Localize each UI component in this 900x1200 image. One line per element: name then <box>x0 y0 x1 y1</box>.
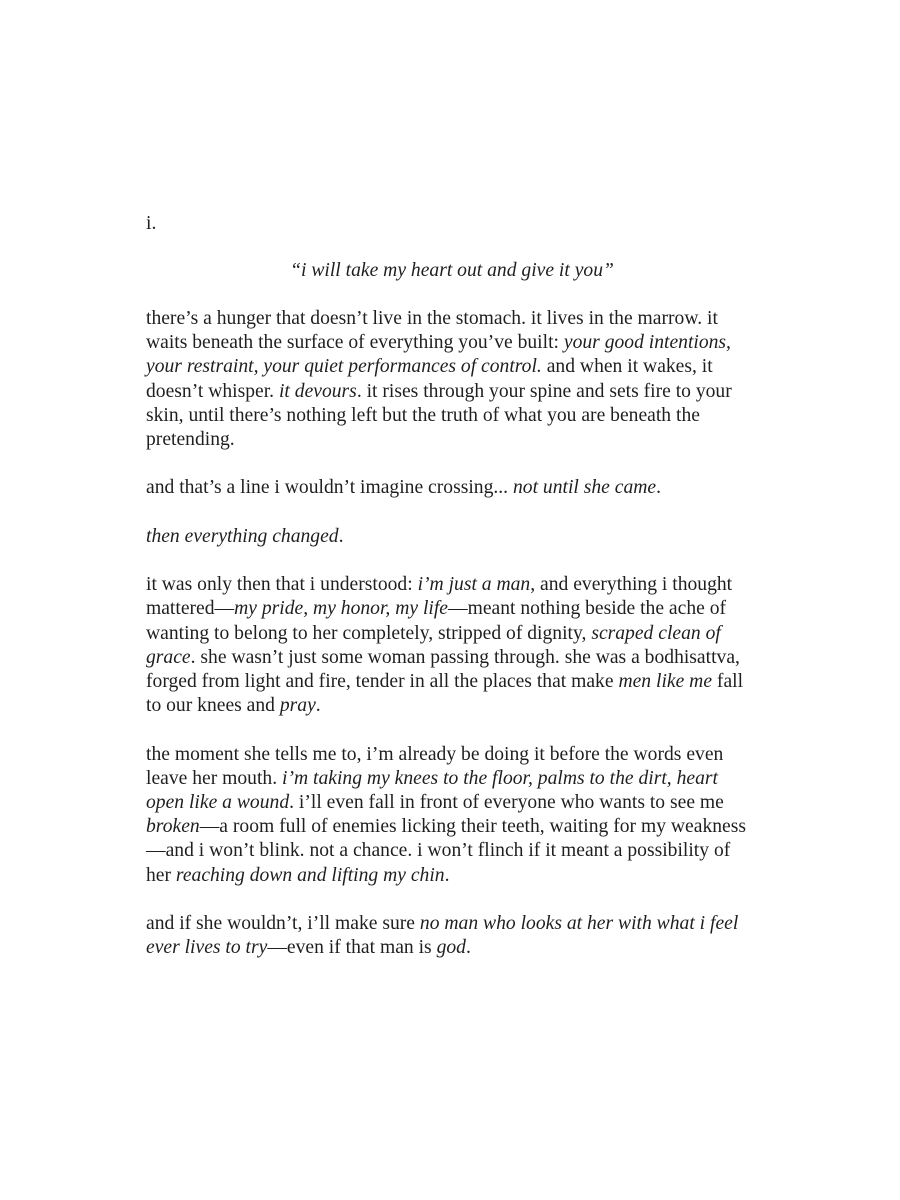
italic-phrase: your good intentions, your restraint, your quiet performances of control. <box>146 332 731 378</box>
paragraph <box>146 307 758 452</box>
italic-phrase: i’m just a man <box>417 574 531 596</box>
paragraph <box>146 912 758 960</box>
text-run: . <box>315 695 321 717</box>
text-run: . <box>338 525 344 547</box>
text-run: there’s a hunger that doesn’t live in the stomach. it lives in the marrow. it waits beneath the surface of everything you’ve built: <box>146 308 718 354</box>
italic-phrase: god <box>436 937 466 959</box>
italic-phrase: it devours <box>278 380 357 402</box>
italic-phrase: i’m taking my knees to the floor, palms to the dirt, heart open like a wound <box>146 767 718 813</box>
italic-phrase: reaching down and lifting my chin <box>175 864 445 886</box>
italic-phrase: men like me <box>618 671 713 692</box>
epigraph: “i will take my heart out and give it you” <box>290 260 614 281</box>
text-run: . i’ll even fall in front of everyone who wants to see me <box>289 792 724 813</box>
italic-phrase: then everything changed <box>146 525 339 547</box>
text-run: , and everything i thought mattered— <box>146 574 733 620</box>
text-run: . <box>465 937 471 959</box>
italic-phrase: broken <box>146 816 200 838</box>
italic-phrase: scraped clean of grace <box>146 622 721 668</box>
paragraph <box>146 476 758 500</box>
text-run: —even if that man is <box>267 937 437 959</box>
text-run: —a room full of enemies licking their teeth, waiting for my weakness—and i won’t blink. not a chance. i won’t flinch if it meant a possibility of her <box>146 816 746 886</box>
italic-phrase: not until she came <box>512 477 657 499</box>
text-run: fall to our knees and <box>146 671 744 717</box>
text-run: . she wasn’t just some woman passing through. she was a bodhisattva, forged from light and fire, tender in all the places that make <box>146 646 740 692</box>
paragraph <box>146 525 758 549</box>
text-run: the moment she tells me to, i’m already be doing it before the words even leave her mouth. <box>146 743 724 789</box>
document-page <box>146 0 758 1200</box>
text-run: and that’s a line i wouldn’t imagine crossing... <box>146 477 513 499</box>
text-run: . it rises through your spine and sets fire to your skin, until there’s nothing left but the truth of what you are beneath the pretending. <box>146 380 732 451</box>
text-run: . <box>444 864 450 886</box>
body-text <box>146 307 758 985</box>
italic-phrase: pray <box>279 695 316 717</box>
paragraph <box>146 573 758 718</box>
italic-phrase: no man who looks at her with what i feel ever lives to try <box>146 913 739 959</box>
paragraph <box>146 743 758 888</box>
section-number: i. <box>146 213 157 234</box>
text-run: and if she wouldn’t, i’ll make sure <box>146 913 420 934</box>
text-run: and when it wakes, it doesn’t whisper. <box>146 356 713 402</box>
text-run: . <box>656 477 661 499</box>
italic-phrase: my pride, my honor, my life <box>234 598 448 620</box>
text-run: —meant nothing beside the ache of wanting to belong to her completely, stripped of dignity, <box>146 598 727 644</box>
text-run: it was only then that i understood: <box>146 574 418 596</box>
